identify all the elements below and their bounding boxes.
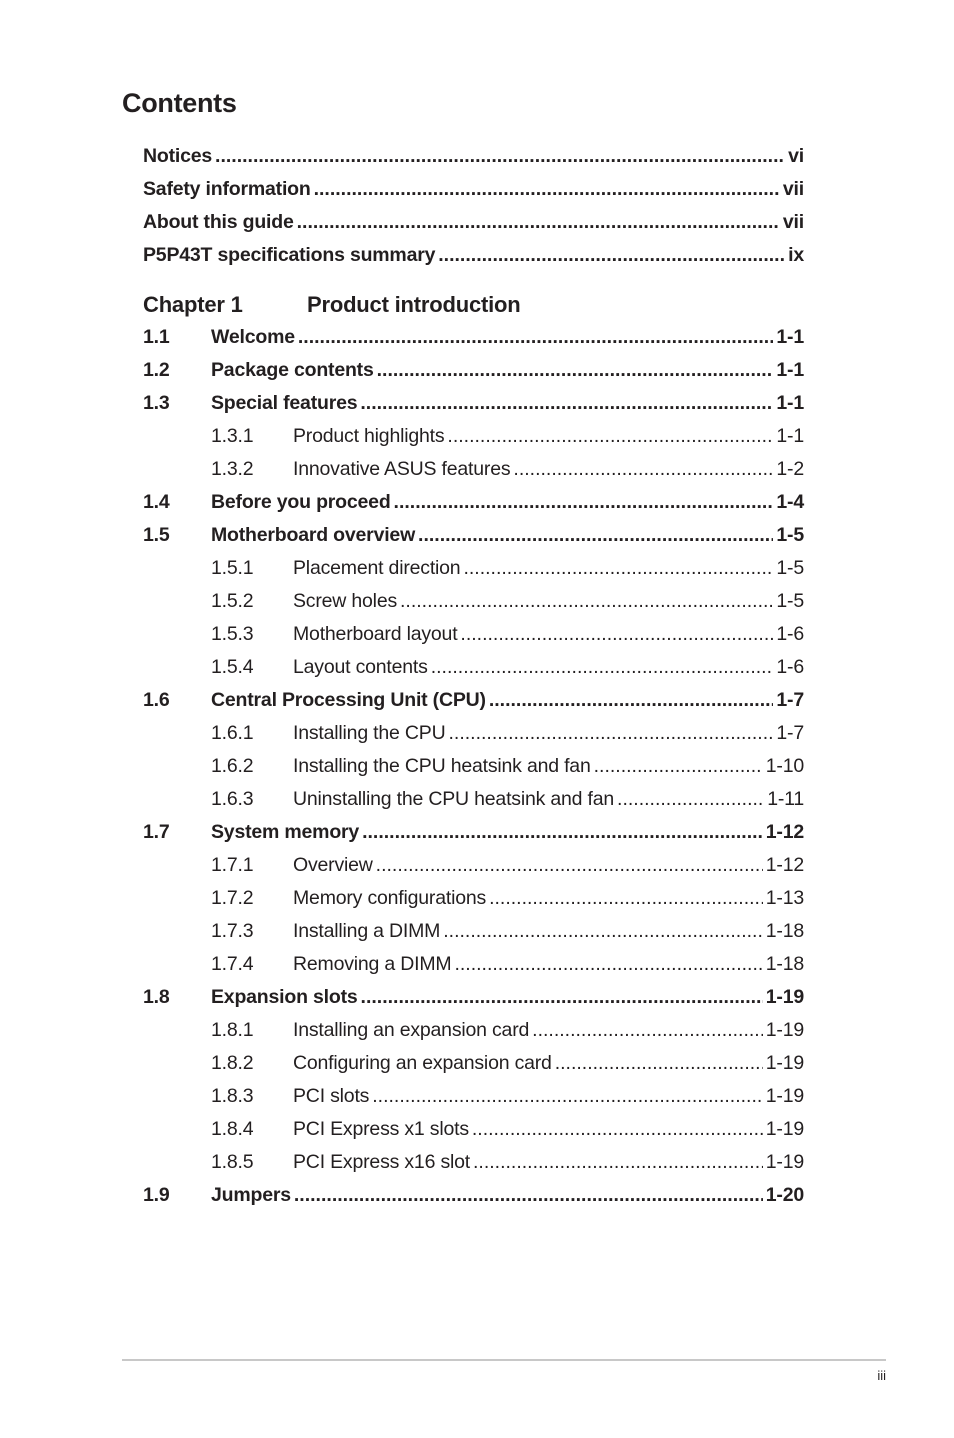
toc-entry-title: Notices bbox=[143, 145, 213, 167]
toc-entry-number: 1.8 bbox=[143, 986, 170, 1008]
toc-entry-title: PCI Express x1 slots bbox=[293, 1118, 469, 1140]
toc-entry-number: 1.8.1 bbox=[211, 1019, 254, 1041]
toc-subsection-entry[interactable] bbox=[143, 882, 804, 915]
toc-dot-leader bbox=[372, 1080, 763, 1113]
toc-entry-page: 1-5 bbox=[776, 590, 804, 612]
toc-entry-page: 1-2 bbox=[776, 458, 804, 480]
toc-entry-title: System memory bbox=[211, 821, 360, 843]
toc-subsection-entry[interactable] bbox=[143, 1014, 804, 1047]
toc-entry-number: 1.4 bbox=[143, 491, 170, 513]
toc-entry-number: 1.5.4 bbox=[211, 656, 254, 678]
toc-subsection-entry[interactable] bbox=[143, 849, 804, 882]
toc-entry-title: PCI slots bbox=[293, 1085, 370, 1107]
toc-entry-page: 1-7 bbox=[776, 689, 804, 711]
toc-entry-number: 1.8.3 bbox=[211, 1085, 254, 1107]
toc-entry-title: Product highlights bbox=[293, 425, 445, 447]
toc-entry-number: 1.3.1 bbox=[211, 425, 254, 447]
toc-subsection-entry[interactable] bbox=[143, 1047, 804, 1080]
toc-subsection-entry[interactable] bbox=[143, 915, 804, 948]
toc-entry-number: 1.1 bbox=[143, 326, 170, 348]
toc-entry-title: Placement direction bbox=[293, 557, 461, 579]
footer-page-number: iii bbox=[877, 1368, 886, 1383]
toc-entry-page: 1-6 bbox=[776, 623, 804, 645]
toc-section-entry[interactable] bbox=[143, 486, 804, 519]
toc-entry-title: Package contents bbox=[211, 359, 374, 381]
toc-entry-page: 1-11 bbox=[767, 788, 804, 810]
toc-dot-leader bbox=[454, 948, 762, 981]
toc-entry-title: About this guide bbox=[143, 211, 294, 233]
toc-entry-number: 1.7 bbox=[143, 821, 170, 843]
toc-entry-number: 1.3 bbox=[143, 392, 170, 414]
toc-dot-leader bbox=[418, 519, 773, 552]
toc-entry-title: Special features bbox=[211, 392, 358, 414]
toc-entry-page: 1-1 bbox=[776, 425, 804, 447]
toc-entry-number: 1.6.2 bbox=[211, 755, 254, 777]
toc-dot-leader bbox=[555, 1047, 763, 1080]
toc-entry-title: Installing the CPU bbox=[293, 722, 446, 744]
toc-dot-leader bbox=[532, 1014, 763, 1047]
toc-subsection-entry[interactable] bbox=[143, 552, 804, 585]
toc-entry-page: 1-1 bbox=[776, 359, 804, 381]
toc-entry-title: Memory configurations bbox=[293, 887, 487, 909]
footer-rule bbox=[122, 1359, 886, 1361]
toc-section-entry[interactable] bbox=[143, 816, 804, 849]
toc-subsection-entry[interactable] bbox=[143, 585, 804, 618]
toc-entry[interactable] bbox=[143, 206, 804, 239]
toc-dot-leader bbox=[472, 1113, 763, 1146]
toc-dot-leader bbox=[438, 239, 785, 272]
toc-entry-page: 1-4 bbox=[776, 491, 804, 513]
toc-section-entry[interactable] bbox=[143, 321, 804, 354]
toc-entry-title: Installing the CPU heatsink and fan bbox=[293, 755, 591, 777]
toc-entry-page: 1-19 bbox=[765, 1118, 804, 1140]
page-title: Contents bbox=[122, 88, 237, 118]
toc-dot-leader bbox=[362, 816, 763, 849]
toc-entry-page: vii bbox=[782, 211, 804, 233]
toc-subsection-entry[interactable] bbox=[143, 651, 804, 684]
toc-entry-title: Safety information bbox=[143, 178, 311, 200]
toc-dot-leader bbox=[489, 684, 774, 717]
toc-entry-title: Overview bbox=[293, 854, 373, 876]
toc-entry-title: Jumpers bbox=[211, 1184, 291, 1206]
toc-entry-page: ix bbox=[788, 244, 804, 266]
front-matter-list bbox=[143, 140, 804, 272]
toc-dot-leader bbox=[447, 420, 773, 453]
toc-entry-number: 1.6 bbox=[143, 689, 170, 711]
toc-dot-leader bbox=[448, 717, 773, 750]
toc-entry-title: Screw holes bbox=[293, 590, 398, 612]
toc-subsection-entry[interactable] bbox=[143, 948, 804, 981]
chapter-label: Chapter 1 bbox=[143, 292, 243, 317]
toc-entry-title: Layout contents bbox=[293, 656, 428, 678]
toc-entry-number: 1.5.3 bbox=[211, 623, 254, 645]
toc-entry-page: 1-19 bbox=[765, 986, 804, 1008]
toc-entry[interactable] bbox=[143, 239, 804, 272]
toc-entry-page: vii bbox=[782, 178, 804, 200]
toc-subsection-entry[interactable] bbox=[143, 1146, 804, 1179]
toc-dot-leader bbox=[513, 453, 773, 486]
toc-entry-page: 1-20 bbox=[765, 1184, 804, 1206]
toc-entry-number: 1.7.4 bbox=[211, 953, 254, 975]
toc-dot-leader bbox=[297, 206, 780, 239]
toc-entry-number: 1.6.1 bbox=[211, 722, 254, 744]
toc-entry-number: 1.3.2 bbox=[211, 458, 254, 480]
toc-section-entry[interactable] bbox=[143, 387, 804, 420]
toc-entry-title: Innovative ASUS features bbox=[293, 458, 511, 480]
toc-entry-title: Before you proceed bbox=[211, 491, 391, 513]
toc-entry-title: Welcome bbox=[211, 326, 295, 348]
toc-dot-leader bbox=[463, 552, 773, 585]
toc-entry-title: PCI Express x16 slot bbox=[293, 1151, 470, 1173]
toc-dot-leader bbox=[298, 321, 774, 354]
toc-entry-page: 1-5 bbox=[776, 524, 804, 546]
toc-entry-title: P5P43T specifications summary bbox=[143, 244, 436, 266]
toc-entry-page: 1-1 bbox=[776, 392, 804, 414]
toc-entry[interactable] bbox=[143, 140, 804, 173]
toc-section-entry[interactable] bbox=[143, 519, 804, 552]
toc-entry-page: 1-19 bbox=[765, 1019, 804, 1041]
toc-dot-leader bbox=[360, 387, 773, 420]
toc-dot-leader bbox=[473, 1146, 763, 1179]
toc-entry-page: 1-1 bbox=[776, 326, 804, 348]
toc-entry-number: 1.9 bbox=[143, 1184, 170, 1206]
toc-entry-page: 1-12 bbox=[765, 854, 804, 876]
toc-dot-leader bbox=[294, 1179, 763, 1212]
toc-entry-title: Installing an expansion card bbox=[293, 1019, 530, 1041]
chapter-title: Product introduction bbox=[307, 292, 521, 317]
toc-entry-page: 1-5 bbox=[776, 557, 804, 579]
toc-dot-leader bbox=[215, 140, 785, 173]
toc-section-entry[interactable] bbox=[143, 1179, 804, 1212]
toc-dot-leader bbox=[394, 486, 774, 519]
toc-subsection-entry[interactable] bbox=[143, 1113, 804, 1146]
toc-entry-number: 1.5 bbox=[143, 524, 170, 546]
toc-entry-title: Uninstalling the CPU heatsink and fan bbox=[293, 788, 615, 810]
toc-subsection-entry[interactable] bbox=[143, 783, 804, 816]
toc-entry-number: 1.7.3 bbox=[211, 920, 254, 942]
toc-dot-leader bbox=[400, 585, 773, 618]
toc-entry-page: 1-19 bbox=[765, 1052, 804, 1074]
toc-entry-title: Motherboard layout bbox=[293, 623, 458, 645]
toc-dot-leader bbox=[594, 750, 763, 783]
toc-entry-number: 1.6.3 bbox=[211, 788, 254, 810]
chapter-heading bbox=[143, 288, 804, 322]
chapter-entry-list bbox=[143, 321, 804, 1212]
toc-dot-leader bbox=[376, 849, 763, 882]
toc-entry-title: Central Processing Unit (CPU) bbox=[211, 689, 486, 711]
toc-subsection-entry[interactable] bbox=[143, 1080, 804, 1113]
toc-entry-number: 1.5.2 bbox=[211, 590, 254, 612]
toc-dot-leader bbox=[361, 981, 763, 1014]
toc-entry-page: 1-18 bbox=[765, 953, 804, 975]
toc-entry-title: Installing a DIMM bbox=[293, 920, 441, 942]
toc-entry-page: vi bbox=[788, 145, 804, 167]
toc-entry-page: 1-19 bbox=[765, 1085, 804, 1107]
toc-entry-page: 1-6 bbox=[776, 656, 804, 678]
toc-section-entry[interactable] bbox=[143, 684, 804, 717]
toc-entry-page: 1-7 bbox=[776, 722, 804, 744]
toc-entry-number: 1.8.2 bbox=[211, 1052, 254, 1074]
toc-subsection-entry[interactable] bbox=[143, 618, 804, 651]
toc-section-entry[interactable] bbox=[143, 981, 804, 1014]
toc-entry-number: 1.5.1 bbox=[211, 557, 254, 579]
toc-subsection-entry[interactable] bbox=[143, 750, 804, 783]
toc-entry-title: Motherboard overview bbox=[211, 524, 416, 546]
toc-subsection-entry[interactable] bbox=[143, 453, 804, 486]
toc-entry-number: 1.7.2 bbox=[211, 887, 254, 909]
chapter-section bbox=[143, 288, 804, 1212]
toc-dot-leader bbox=[443, 915, 763, 948]
toc-dot-leader bbox=[460, 618, 773, 651]
toc-entry[interactable] bbox=[143, 173, 804, 206]
toc-entry-page: 1-12 bbox=[765, 821, 804, 843]
toc-entry-title: Expansion slots bbox=[211, 986, 358, 1008]
toc-dot-leader bbox=[617, 783, 764, 816]
toc-entry-number: 1.2 bbox=[143, 359, 170, 381]
toc-dot-leader bbox=[314, 173, 780, 206]
toc-section-entry[interactable] bbox=[143, 354, 804, 387]
toc-entry-number: 1.8.4 bbox=[211, 1118, 254, 1140]
toc-subsection-entry[interactable] bbox=[143, 717, 804, 750]
toc-entry-page: 1-18 bbox=[765, 920, 804, 942]
toc-entry-title: Configuring an expansion card bbox=[293, 1052, 552, 1074]
toc-dot-leader bbox=[377, 354, 774, 387]
toc-entry-number: 1.7.1 bbox=[211, 854, 254, 876]
toc-entry-number: 1.8.5 bbox=[211, 1151, 254, 1173]
toc-subsection-entry[interactable] bbox=[143, 420, 804, 453]
toc-dot-leader bbox=[489, 882, 763, 915]
toc-dot-leader bbox=[431, 651, 774, 684]
toc-entry-page: 1-19 bbox=[765, 1151, 804, 1173]
toc-entry-title: Removing a DIMM bbox=[293, 953, 452, 975]
toc-entry-page: 1-13 bbox=[765, 887, 804, 909]
toc-entry-page: 1-10 bbox=[765, 755, 804, 777]
